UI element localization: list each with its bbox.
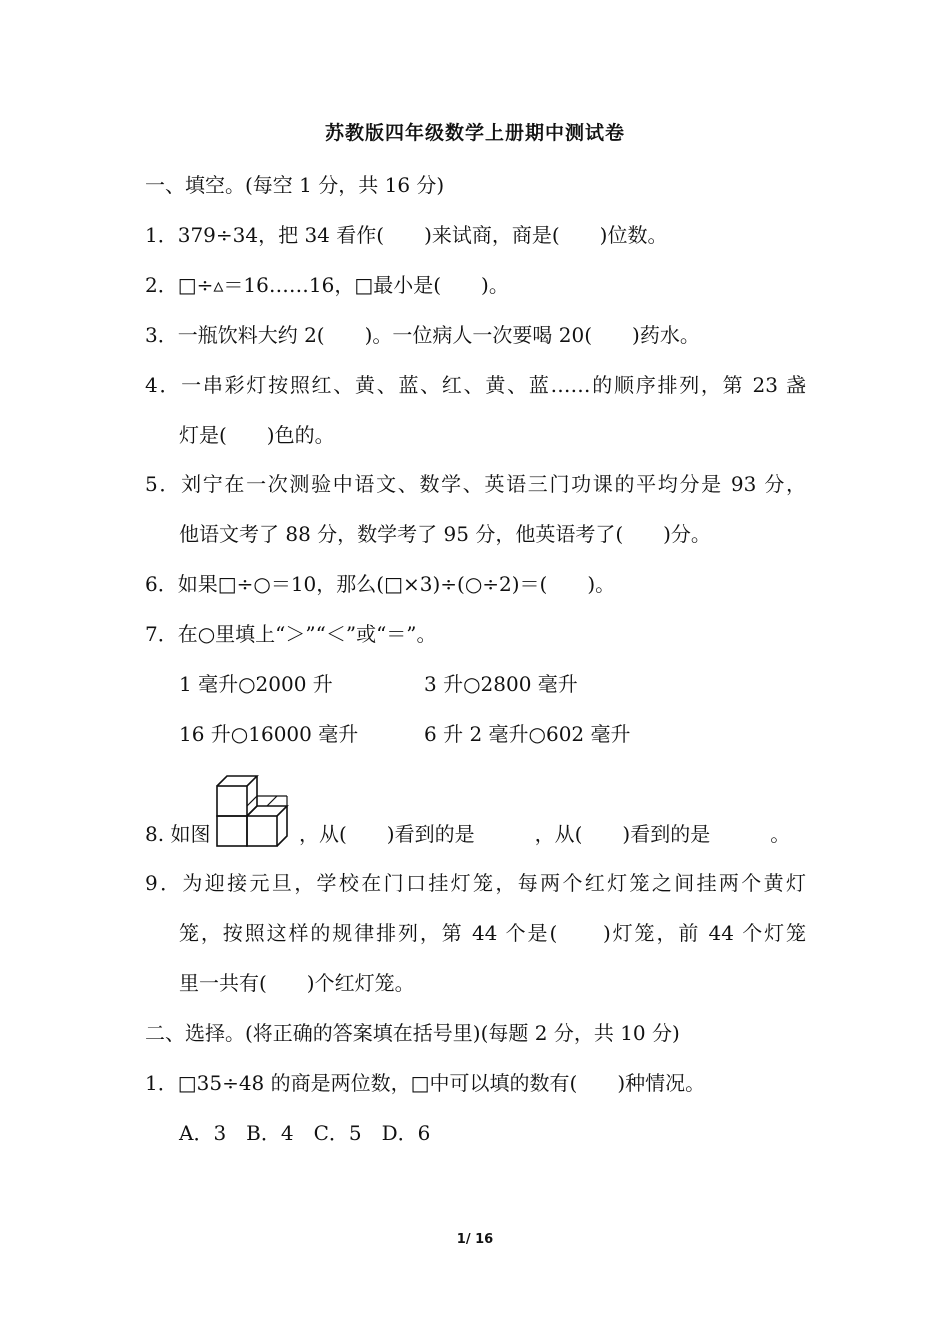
compare-item-1: 1 毫升○2000 升 (179, 672, 333, 696)
compare-item-2: 3 升○2800 毫升 (424, 672, 578, 696)
question-1-6: 6．如果□÷○＝10，那么(□×3)÷(○÷2)＝( )。 (145, 572, 616, 596)
page-number: 1/ 16 (456, 1232, 494, 1247)
question-1-3: 3．一瓶饮料大约 2( )。一位病人一次要喝 20( )药水。 (145, 323, 700, 347)
question-2-1-options: A．3 B．4 C．5 D．6 (179, 1121, 431, 1145)
question-1-5-line-1: 5．刘宁在一次测验中语文、数学、英语三门功课的平均分是 93 分， (145, 472, 806, 496)
question-1-9-line-3: 里一共有( )个红灯笼。 (179, 971, 415, 995)
question-1-2: 2．□÷▵＝16……16，□最小是( )。 (145, 273, 509, 297)
question-1-4-line-2: 灯是( )色的。 (179, 423, 335, 447)
question-1-9-line-2: 笼，按照这样的规律排列，第 44 个是( )灯笼，前 44 个灯笼 (179, 921, 806, 945)
question-2-1: 1．□35÷48 的商是两位数，□中可以填的数有( )种情况。 (145, 1071, 706, 1095)
question-1-1: 1．379÷34，把 34 看作( )来试商，商是( )位数。 (145, 223, 668, 247)
cube-stack-figure (215, 774, 299, 848)
section-2-heading: 二、选择。(将正确的答案填在括号里)(每题 2 分，共 10 分) (145, 1021, 680, 1045)
page-title: 苏教版四年级数学上册期中测试卷 (324, 122, 625, 144)
question-1-7: 7．在○里填上“＞”“＜”或“＝”。 (145, 622, 437, 646)
compare-item-3: 16 升○16000 毫升 (179, 722, 359, 746)
question-1-9-line-1: 9．为迎接元旦，学校在门口挂灯笼，每两个红灯笼之间挂两个黄灯 (145, 871, 806, 895)
section-1-heading: 一、填空。(每空 1 分，共 16 分) (145, 173, 445, 197)
question-1-4-line-1: 4．一串彩灯按照红、黄、蓝、红、黄、蓝……的顺序排列，第 23 盏 (145, 373, 806, 397)
question-1-8-prefix: 8. 如图 (145, 822, 211, 846)
question-1-5-line-2: 他语文考了 88 分，数学考了 95 分，他英语考了( )分。 (179, 522, 711, 546)
question-1-8-text: ，从( )看到的是 ，从( )看到的是 。 (299, 822, 791, 846)
compare-item-4: 6 升 2 毫升○602 毫升 (424, 722, 631, 746)
